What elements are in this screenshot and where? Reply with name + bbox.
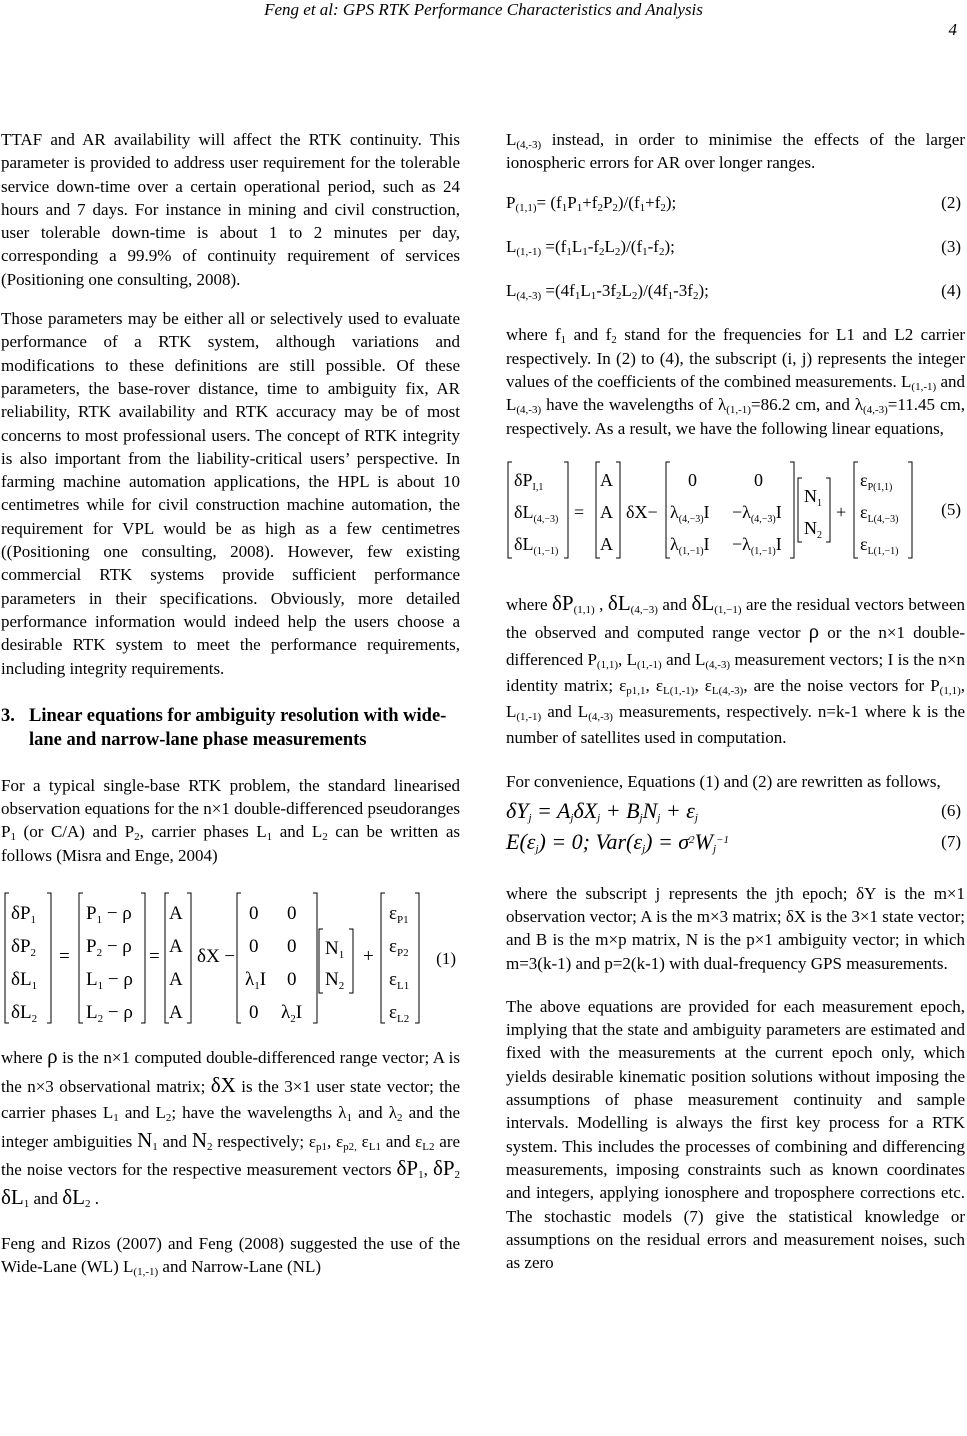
equation-3 [506,235,965,258]
svg-text:N1: $N_1$ [325,938,345,962]
equation-7 [506,829,965,856]
equation-7-expr: $E(\varepsilon_j) = 0$; $Var(\varepsilon_j) = \sigma^2W_j^{-1}$ [506,829,729,856]
svg-text:εL(4,−3): $\varepsilon_{L(4,-3)}$ [860,501,899,525]
svg-text:N2: $N_2$ [325,969,345,993]
equation-6-expr: $\delta Y_j = A_j\delta X_j + B_jN_j + \varepsilon_j$ [506,798,698,825]
paragraph-subscript-j: where the subscript j represents the jth epoch; δY is the m×1 observation vector; A is the m×3 matrix; δX is the 3×1 state vector; and B is the m×p matrix, N is the p×1 ambiguity vector; in which m=3(k-1) and p=2(k-1) with dual-frequency GPS measurements. [506,883,965,973]
svg-text:λ2I: $\lambda_2I$ [281,1002,303,1026]
svg-text:+: + [363,946,374,968]
svg-text:0: 0 [287,936,297,958]
equation-2-expr: $P_{(1,1)}= (f_1P_1+f_2P_2)/(f_1+f_2)$; [506,192,677,214]
equation-5 [506,458,965,562]
svg-text:εP(1,1): $\varepsilon_{P(1,1)}$ [860,469,893,493]
equation-1-number: (1) [436,949,456,969]
svg-text:0: 0 [249,1002,259,1024]
equation-3-number: (3) [941,236,961,256]
svg-text:λ(4,−3)I: $\lambda_{(4,-3)}I$ [670,501,710,525]
equation-1 [1,889,460,1029]
svg-text:=: = [59,946,70,968]
equation-4-number: (4) [941,281,961,301]
equation-6-number: (6) [941,801,961,821]
svg-text:A: A [169,1002,183,1024]
paragraph-residual-vectors: where $\delta P_{(1,1)}$ , $\delta L_{(4,-3)}$ and $\delta L_{(1,-1)}$ are the residual vectors between the observed and computed range vector ρ or the n×1 double-differenced $P_{(1,1)}$, $L_{(1,-1)}$ and $L_{(4,-3)}$ measurement vectors; I is the n×n identity matrix; $\varepsilon_{p1,1}$, $\varepsilon_{L(1,-1)}$, $\varepsilon_{L(4,-3)}$, are the noise vectors for $P_{(1,1)}$, $L_{(1,-1)}$ and $L_{(4,-3)}$ measurements, respectively. n=k-1 where k is the number of satellites used in computation. [506,590,966,748]
svg-text:εP2: $\varepsilon_{P2}$ [389,936,409,960]
svg-text:L1 − ρ: $L_1 - \rho$ [86,969,133,993]
paragraph-parameters: Those parameters may be either all or selectively used to evaluate performance of a RTK system, although variations and modifications to these definitions are still possible. Of these parameters, the base-rover distance, time to ambiguity fix, AR reliability, RTK availability and RTK accuracy may be of most concerns to most professional users. The concept of RTK integrity is also important from the liability-critical users’ perspective. In farming machine automation applications, the HPL is about 10 centimetres while for civil construction machine automation, the requirement for VPL would be as high as a few centimetres ((Positioning one consulting, 2008). However, few existing commercial RTK systems provide sufficient performance parameters in their specifications. Obviously, more detailed performance information would indeed help the users choose a desirable RTK system to meet the performance requirements, including integrity requirements. [1,309,460,678]
svg-text:δP2: $\delta P_2$ [11,936,37,960]
svg-text:δX −: δX − [197,946,236,968]
svg-text:δP1: $\delta P_1$ [11,903,37,927]
section-title: Linear equations for ambiguity resolution with wide-lane and narrow-lane phase measurements [29,705,447,750]
equation-7-number: (7) [941,832,961,852]
svg-text:λ1I: $\lambda_1I$ [245,969,267,993]
paragraph-convenience: For convenience, Equations (1) and (2) are rewritten as follows, [506,771,941,791]
svg-text:0: 0 [249,936,259,958]
equation-4 [506,279,965,302]
running-title: Feng et al: GPS RTK Performance Characteristics and Analysis [264,0,703,19]
svg-text:0: 0 [688,469,697,490]
svg-text:A: A [600,501,613,522]
paragraph-above-equations: The above equations are provided for each measurement epoch, implying that the state and ambiguity parameters are estimated and fixed with the measurements at the current epoch only, which yields desirable kinematic position solutions without imposing the assumptions of phase measurement continuity and sample intervals. Modelling is always the first key process for a RTK system. This includes the processes of combining and differencing measurements, imposing constraints such as known coordinates and integers, applying ionosphere and troposphere corrections etc. The stochastic models (7) give the statistical knowledge or assumptions on the residual errors and measurement noises, such as zero [506,996,965,1273]
equation-5-matrix [506,458,916,562]
equation-5-number: (5) [941,500,961,520]
svg-text:εP1: $\varepsilon_{P1}$ [389,903,409,927]
svg-text:P2 − ρ: $P_2 - \rho$ [86,936,132,960]
left-column [1,128,460,1295]
svg-text:L2 − ρ: $L_2 - \rho$ [86,1002,133,1026]
paragraph-where-rho: where ρ is the n×1 computed double-differenced range vector; A is the n×3 observational matrix; δX is the 3×1 user state vector; the carrier phases $L_1$ and $L_2$; have the wavelengths $\lambda_1$ and $\lambda_2$ and the integer ambiguities $N_1$ and $N_2$ respectively; $\varepsilon_{p1}$, $\varepsilon_{p2,}$ $\varepsilon_{L1}$ and $\varepsilon_{L2}$ are the noise vectors for the respective measurement vectors $\delta P_1$, $\delta P_2$ $\delta L_1$ and $\delta L_2$ . [1,1044,461,1210]
svg-text:A: A [600,533,613,554]
section-number: 3. [1,705,15,726]
svg-text:0: 0 [287,969,297,991]
svg-text:A: A [600,469,613,490]
svg-text:A: A [169,969,183,991]
svg-text:δL1: $\delta L_1$ [11,969,38,993]
svg-text:λ(1,−1)I: $\lambda_{(1,-1)}I$ [670,533,710,557]
equation-6 [506,798,965,825]
equation-1-matrix [1,889,421,1029]
svg-text:N2: $N_2$ [804,517,822,541]
page-number: 4 [948,20,957,39]
svg-text:δL2: $\delta L_2$ [11,1002,38,1026]
svg-text:P1 − ρ: $P_1 - \rho$ [86,903,132,927]
right-column [506,128,965,1290]
svg-text:εL1: $\varepsilon_{L1}$ [389,969,410,993]
svg-text:−λ(4,−3)I: $-\lambda_{(4,-3)}I$ [732,501,782,525]
svg-text:=: = [149,946,160,968]
svg-text:δL(1,−1): $\delta L_{(1,-1)}$ [514,533,559,557]
svg-text:+: + [836,501,847,522]
svg-text:−λ(1,−1)I: $-\lambda_{(1,-1)}I$ [732,533,782,557]
svg-text:N1: $N_1$ [804,485,822,509]
paragraph-observation-equations: For a typical single-base RTK problem, the standard linearised observation equations for the n×1 double-differenced pseudoranges $P_1$ (or C/A) and $P_2$, carrier phases $L_1$ and $L_2$ can be written as follows (Misra and Enge, 2004) [1,775,460,865]
equation-2-number: (2) [941,192,961,212]
equation-3-expr: $L_{(1,-1)} =(f_1L_1-f_2L_2)/(f_1-f_2)$; [506,236,675,258]
paragraph-nl-instead: $L_{(4,-3)}$ instead, in order to minimise the effects of the larger ionospheric errors for AR over longer ranges. [506,130,966,173]
paragraph-frequencies: where $f_1$ and $f_2$ stand for the frequencies for L1 and L2 carrier respectively. In (2) to (4), the subscript (i, j) represents the integer values of the coefficients of the combined measurements. $L_{(1,-1)}$ and $L_{(4,-3)}$ have the wavelengths of $\lambda_{(1,-1)}=86.2$ cm, and $\lambda_{(4,-3)}=11.45$ cm, respectively. As a result, we have the following linear equations, [506,325,966,438]
svg-text:δX−: δX− [626,501,658,522]
svg-text:A: A [169,903,183,925]
paragraph-feng-rizos: Feng and Rizos (2007) and Feng (2008) suggested the use of the Wide-Lane (WL) $L_{(1,-1)}$ and Narrow-Lane (NL) [1,1234,460,1279]
svg-text:0: 0 [249,903,259,925]
paragraph-continuity: TTAF and AR availability will affect the RTK continuity. This parameter is provided to address user requirement for the tolerable service down-time over a certain operational period, such as 24 hours and 7 days. For instance in mining and civil construction, user tolerable down-time is about 1 to 2 minutes per day, corresponding a 99.9% of continuity requirement of services (Positioning one consulting, 2008). [1,130,460,289]
svg-text:δL(4,−3): $\delta L_{(4,-3)}$ [514,501,559,525]
section-heading [1,704,460,752]
equation-2 [506,191,965,214]
svg-text:εL2: $\varepsilon_{L2}$ [389,1002,410,1026]
svg-text:0: 0 [287,903,297,925]
equation-4-expr: $L_{(4,-3)} =(4f_1L_1-3f_2L_2)/(4f_1-3f_2)$; [506,281,709,303]
svg-text:=: = [574,501,585,522]
svg-text:εL(1,−1): $\varepsilon_{L(1,-1)}$ [860,533,899,557]
svg-text:0: 0 [754,469,763,490]
svg-text:δPI,1: $\delta P_{I,1}$ [514,469,544,493]
svg-text:A: A [169,936,183,958]
